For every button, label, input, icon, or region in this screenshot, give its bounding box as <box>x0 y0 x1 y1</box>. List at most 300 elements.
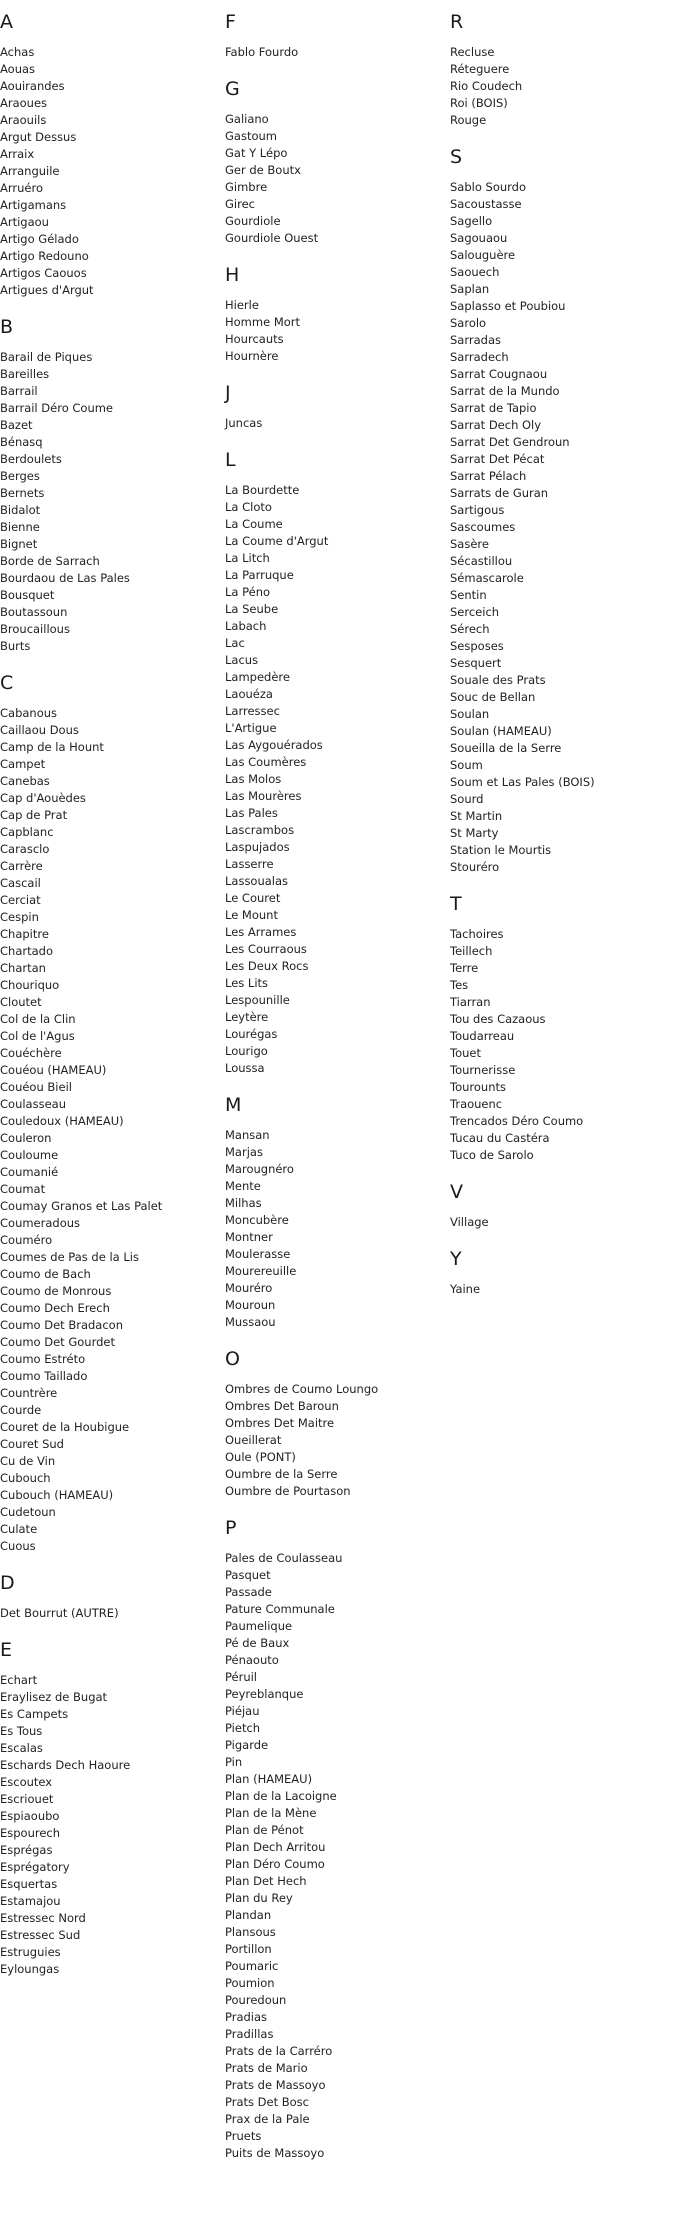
place-name-list <box>225 415 440 432</box>
place-name-list <box>450 926 665 1164</box>
letter-group <box>225 448 440 1077</box>
letter-group <box>450 10 665 129</box>
letter-heading: A <box>0 11 13 33</box>
place-name-item: Puits de Massoyo <box>225 2146 325 2160</box>
place-name-item: Col de la Clin <box>0 1012 76 1026</box>
place-name-item: Sarrat Det Gendroun <box>450 435 570 449</box>
place-name-item: Las Pales <box>225 806 278 820</box>
place-name-item: Espourech <box>0 1826 61 1840</box>
place-name-item: Coumo Det Gourdet <box>0 1335 115 1349</box>
place-name-item: Gourdiole Ouest <box>225 231 319 245</box>
place-name-list <box>0 705 215 1555</box>
place-name-item: Roi (BOIS) <box>450 96 508 110</box>
place-name-item: Bienne <box>0 520 40 534</box>
place-name-item: Chapitre <box>0 927 49 941</box>
place-name-item: Gat Y Lépo <box>225 146 288 160</box>
letter-group <box>225 10 440 61</box>
place-name-item: St Martin <box>450 809 503 823</box>
place-name-item: Pé de Baux <box>225 1636 290 1650</box>
place-name-item: Sacoustasse <box>450 197 522 211</box>
letter-heading: Y <box>450 1248 462 1270</box>
place-name-item: Souc de Bellan <box>450 690 536 704</box>
place-name-item: Chouriquo <box>0 978 60 992</box>
place-name-item: Réteguere <box>450 62 510 76</box>
place-name-item: Berges <box>0 469 40 483</box>
place-name-item: Araouils <box>0 113 47 127</box>
place-name-item: Sesposes <box>450 639 504 653</box>
place-name-item: Couéchère <box>0 1046 62 1060</box>
place-name-item: Tes <box>450 978 469 992</box>
place-name-item: Paumelique <box>225 1619 293 1633</box>
letter-heading: L <box>225 449 236 471</box>
place-name-item: Traouenc <box>450 1097 503 1111</box>
place-name-item: Girec <box>225 197 255 211</box>
place-name-item: Plandan <box>225 1908 272 1922</box>
place-name-item: Leytère <box>225 1010 269 1024</box>
place-name-item: Plan Déro Coumo <box>225 1857 325 1871</box>
place-name-item: Sarrat Pélach <box>450 469 527 483</box>
place-name-item: Col de l'Agus <box>0 1029 75 1043</box>
place-name-item: Mouroun <box>225 1298 276 1312</box>
place-name-item: Det Bourrut (AUTRE) <box>0 1606 119 1620</box>
place-name-item: Tachoires <box>450 927 504 941</box>
letter-group <box>450 145 665 876</box>
place-name-item: Broucaillous <box>0 622 70 636</box>
letter-heading: M <box>225 1094 242 1116</box>
place-name-item: Trencados Déro Coumo <box>450 1114 584 1128</box>
place-name-item: Galiano <box>225 112 269 126</box>
place-name-item: Hournère <box>225 349 279 363</box>
place-name-item: Cespin <box>0 910 39 924</box>
place-name-item: Teillech <box>450 944 493 958</box>
place-name-item: Las Aygouérados <box>225 738 323 752</box>
place-name-item: Lascrambos <box>225 823 295 837</box>
place-name-item: Terre <box>450 961 479 975</box>
place-name-list <box>225 1381 440 1500</box>
place-name-item: Coumay Granos et Las Palet <box>0 1199 163 1213</box>
place-name-item: Aouirandes <box>0 79 65 93</box>
place-name-item: Eyloungas <box>0 1962 60 1976</box>
letter-group <box>225 263 440 365</box>
place-name-item: Mansan <box>225 1128 270 1142</box>
place-name-item: Saplan <box>450 282 490 296</box>
place-name-item: Les Arrames <box>225 925 297 939</box>
place-name-item: Village <box>450 1215 489 1229</box>
place-name-item: Es Tous <box>0 1724 43 1738</box>
place-name-item: Gastoum <box>225 129 277 143</box>
place-name-item: Pruets <box>225 2129 262 2143</box>
place-name-item: Coulasseau <box>0 1097 66 1111</box>
letter-heading: B <box>0 316 14 338</box>
place-name-item: Prats de la Carréro <box>225 2044 333 2058</box>
place-name-item: Arruéro <box>0 181 43 195</box>
place-name-item: Sarrat Cougnaou <box>450 367 548 381</box>
place-name-item: Tucau du Castéra <box>450 1131 550 1145</box>
place-name-item: Artigamans <box>0 198 67 212</box>
place-name-item: Caillaou Dous <box>0 723 79 737</box>
place-name-item: Tou des Cazaous <box>450 1012 546 1026</box>
letter-group <box>225 1093 440 1331</box>
place-name-item: Sarolo <box>450 316 487 330</box>
place-name-item: Plan du Rey <box>225 1891 293 1905</box>
letter-group <box>0 10 215 299</box>
place-name-item: Oumbre de la Serre <box>225 1467 338 1481</box>
place-name-item: Carasclo <box>0 842 50 856</box>
place-name-item: Couéou Bieil <box>0 1080 72 1094</box>
place-name-item: Arranguile <box>0 164 60 178</box>
place-name-item: Artigos Caouos <box>0 266 87 280</box>
place-name-item: Recluse <box>450 45 495 59</box>
place-name-item: Coumo Estréto <box>0 1352 86 1366</box>
letter-heading: P <box>225 1517 237 1539</box>
place-name-item: Plan (HAMEAU) <box>225 1772 313 1786</box>
place-name-item: Plan de Pénot <box>225 1823 304 1837</box>
place-name-item: Artigo Redouno <box>0 249 89 263</box>
place-name-item: Labach <box>225 619 267 633</box>
place-name-item: Argut Dessus <box>0 130 77 144</box>
place-name-item: Sascoumes <box>450 520 516 534</box>
place-name-item: Couleron <box>0 1131 52 1145</box>
letter-heading: C <box>0 672 14 694</box>
place-name-list <box>450 44 665 129</box>
place-name-item: Homme Mort <box>225 315 301 329</box>
place-name-item: Prats Det Bosc <box>225 2095 309 2109</box>
place-name-item: Couledoux (HAMEAU) <box>0 1114 124 1128</box>
place-name-item: Larressec <box>225 704 280 718</box>
letter-heading: J <box>225 382 231 404</box>
place-name-list <box>450 1214 665 1231</box>
place-name-item: Toudarreau <box>450 1029 515 1043</box>
place-name-item: Artigaou <box>0 215 49 229</box>
place-name-item: Plan Dech Arritou <box>225 1840 326 1854</box>
letter-group <box>450 1247 665 1298</box>
place-name-item: Echart <box>0 1673 38 1687</box>
place-name-item: Mente <box>225 1179 261 1193</box>
place-name-item: Hourcauts <box>225 332 284 346</box>
place-name-item: Coumo Taillado <box>0 1369 88 1383</box>
place-name-item: Camp de la Hount <box>0 740 104 754</box>
place-name-item: Pales de Coulasseau <box>225 1551 343 1565</box>
place-name-item: Milhas <box>225 1196 262 1210</box>
place-name-item: Sarrats de Guran <box>450 486 549 500</box>
place-name-item: Ger de Boutx <box>225 163 301 177</box>
letter-heading: S <box>450 146 463 168</box>
place-name-item: Boutassoun <box>0 605 68 619</box>
place-name-item: Mussaou <box>225 1315 276 1329</box>
letter-group <box>450 1180 665 1231</box>
place-name-item: Péruil <box>225 1670 258 1684</box>
place-name-item: Escriouet <box>0 1792 54 1806</box>
place-name-item: Pigarde <box>225 1738 269 1752</box>
place-name-item: Couméro <box>0 1233 53 1247</box>
place-name-item: Lacus <box>225 653 259 667</box>
place-name-item: Artigo Gélado <box>0 232 79 246</box>
place-name-item: Couret de la Houbigue <box>0 1420 130 1434</box>
place-name-item: Capblanc <box>0 825 54 839</box>
place-name-item: Lassoualas <box>225 874 289 888</box>
place-name-item: Bareilles <box>0 367 50 381</box>
place-name-item: Cascail <box>0 876 41 890</box>
place-name-item: Soulan <box>450 707 490 721</box>
place-name-item: Escoutex <box>0 1775 53 1789</box>
place-name-item: Sarradech <box>450 350 509 364</box>
place-name-list <box>225 297 440 365</box>
place-name-list <box>225 111 440 247</box>
index-column-3 <box>450 0 665 1314</box>
place-name-item: La Bourdette <box>225 483 300 497</box>
place-name-item: La Péno <box>225 585 271 599</box>
index-column-2 <box>225 0 440 2178</box>
place-name-item: Cabanous <box>0 706 58 720</box>
place-name-item: Plan Det Hech <box>225 1874 307 1888</box>
place-name-list <box>0 1672 215 1978</box>
place-name-item: Estamajou <box>0 1894 61 1908</box>
place-name-item: Piéjau <box>225 1704 260 1718</box>
place-name-item: Coumanié <box>0 1165 59 1179</box>
place-name-list <box>450 1281 665 1298</box>
place-name-item: Sémascarole <box>450 571 524 585</box>
place-name-item: Souale des Prats <box>450 673 546 687</box>
place-name-item: Las Molos <box>225 772 282 786</box>
place-name-item: Sagouaou <box>450 231 508 245</box>
index-column-1 <box>0 0 215 1994</box>
place-name-list <box>0 44 215 299</box>
place-name-item: Touet <box>450 1046 481 1060</box>
place-name-item: Sourd <box>450 792 484 806</box>
place-name-item: Barrail Déro Coume <box>0 401 114 415</box>
place-name-item: Barrail <box>0 384 38 398</box>
place-name-item: Cerciat <box>0 893 41 907</box>
place-name-item: Las Coumères <box>225 755 307 769</box>
place-name-item: Couéou (HAMEAU) <box>0 1063 107 1077</box>
place-name-item: Tourounts <box>450 1080 506 1094</box>
place-name-item: Plan de la Lacoigne <box>225 1789 337 1803</box>
letter-group <box>0 1571 215 1622</box>
place-name-item: Plansous <box>225 1925 276 1939</box>
place-name-item: Culate <box>0 1522 38 1536</box>
place-name-item: Cuous <box>0 1539 36 1553</box>
place-name-item: Cubouch <box>0 1471 51 1485</box>
place-name-item: La Cloto <box>225 500 272 514</box>
place-name-item: Bousquet <box>0 588 55 602</box>
place-name-list <box>0 349 215 655</box>
place-name-item: Sagello <box>450 214 493 228</box>
letter-heading: T <box>450 893 462 915</box>
place-name-item: Sarrat de la Mundo <box>450 384 560 398</box>
place-name-item: Bernets <box>0 486 45 500</box>
place-name-item: Poumaric <box>225 1959 279 1973</box>
place-name-item: Campet <box>0 757 46 771</box>
place-name-item: La Parruque <box>225 568 294 582</box>
letter-group <box>0 315 215 655</box>
place-name-item: Cudetoun <box>0 1505 56 1519</box>
place-name-item: Bidalot <box>0 503 41 517</box>
letter-heading: O <box>225 1348 240 1370</box>
place-name-item: Loussa <box>225 1061 265 1075</box>
place-name-item: Arraix <box>0 147 35 161</box>
place-name-item: Rio Coudech <box>450 79 523 93</box>
place-name-item: Cap d'Aouèdes <box>0 791 86 805</box>
place-name-item: La Coume d'Argut <box>225 534 329 548</box>
letter-group <box>0 671 215 1555</box>
letter-heading: G <box>225 78 240 100</box>
place-name-item: La Seube <box>225 602 279 616</box>
place-name-item: Artigues d'Argut <box>0 283 94 297</box>
place-name-item: La Coume <box>225 517 283 531</box>
place-name-item: Soueilla de la Serre <box>450 741 562 755</box>
place-name-item: Pradias <box>225 2010 268 2024</box>
place-name-item: Araoues <box>0 96 48 110</box>
place-name-item: Sesquert <box>450 656 502 670</box>
place-name-item: Courde <box>0 1403 42 1417</box>
place-name-list <box>225 1550 440 2162</box>
place-name-list <box>225 482 440 1077</box>
letter-group <box>0 1638 215 1978</box>
place-name-item: Mouréro <box>225 1281 273 1295</box>
place-name-list <box>0 1605 215 1622</box>
place-name-item: Prax de la Pale <box>225 2112 310 2126</box>
place-name-list <box>225 1127 440 1331</box>
place-name-item: Les Lits <box>225 976 269 990</box>
place-name-item: Pénaouto <box>225 1653 279 1667</box>
place-name-item: Bazet <box>0 418 33 432</box>
place-name-item: Marougnéro <box>225 1162 294 1176</box>
place-name-item: Pradillas <box>225 2027 274 2041</box>
place-name-item: Saouech <box>450 265 500 279</box>
place-name-item: Coumo Det Bradacon <box>0 1318 124 1332</box>
place-name-item: Poumion <box>225 1976 275 1990</box>
place-name-item: Oumbre de Pourtason <box>225 1484 351 1498</box>
place-name-item: Sentin <box>450 588 487 602</box>
place-name-item: Cubouch (HAMEAU) <box>0 1488 114 1502</box>
place-name-item: Stouréro <box>450 860 500 874</box>
place-name-item: Sablo Sourdo <box>450 180 527 194</box>
place-name-list <box>225 44 440 61</box>
place-name-item: Lac <box>225 636 245 650</box>
place-name-item: Bourdaou de Las Pales <box>0 571 130 585</box>
letter-heading: F <box>225 11 236 33</box>
place-name-item: Coumat <box>0 1182 46 1196</box>
place-name-item: Escalas <box>0 1741 43 1755</box>
place-name-item: Le Mount <box>225 908 278 922</box>
place-name-item: La Litch <box>225 551 270 565</box>
place-name-item: Les Deux Rocs <box>225 959 309 973</box>
place-name-item: Sarrat de Tapio <box>450 401 537 415</box>
place-name-item: Chartan <box>0 961 46 975</box>
place-name-item: Bénasq <box>0 435 43 449</box>
place-name-item: Espiaoubo <box>0 1809 60 1823</box>
place-name-item: Pouredoun <box>225 1993 287 2007</box>
place-name-item: Cu de Vin <box>0 1454 56 1468</box>
letter-group <box>225 381 440 432</box>
place-name-item: Cap de Prat <box>0 808 68 822</box>
place-name-item: Montner <box>225 1230 273 1244</box>
place-name-item: Oueillerat <box>225 1433 282 1447</box>
place-name-item: Sasère <box>450 537 489 551</box>
place-name-item: Estruguies <box>0 1945 61 1959</box>
place-name-item: Gourdiole <box>225 214 281 228</box>
place-name-item: Moulerasse <box>225 1247 291 1261</box>
place-name-item: Eschards Dech Haoure <box>0 1758 131 1772</box>
place-name-item: Hierle <box>225 298 259 312</box>
place-name-item: Coumo de Bach <box>0 1267 91 1281</box>
place-name-item: Eraylisez de Bugat <box>0 1690 108 1704</box>
place-name-item: Carrère <box>0 859 43 873</box>
place-name-item: Oule (PONT) <box>225 1450 296 1464</box>
place-name-item: Sécastillou <box>450 554 513 568</box>
place-name-item: Peyreblanque <box>225 1687 304 1701</box>
place-name-item: Soum <box>450 758 483 772</box>
place-name-item: Ombres Det Baroun <box>225 1399 339 1413</box>
place-name-item: Coumes de Pas de la Lis <box>0 1250 139 1264</box>
place-name-list <box>450 179 665 876</box>
place-name-item: Passade <box>225 1585 272 1599</box>
place-name-item: Couret Sud <box>0 1437 64 1451</box>
place-name-item: Laouéza <box>225 687 273 701</box>
place-name-item: Sarrat Dech Oly <box>450 418 542 432</box>
place-name-item: Pasquet <box>225 1568 271 1582</box>
place-name-item: Coumeradous <box>0 1216 81 1230</box>
place-name-item: Saplasso et Poubiou <box>450 299 566 313</box>
place-name-item: Ombres Det Maitre <box>225 1416 335 1430</box>
place-name-item: Lampedère <box>225 670 290 684</box>
place-name-item: Le Couret <box>225 891 281 905</box>
place-name-item: Sarrat Det Pécat <box>450 452 545 466</box>
letter-heading: V <box>450 1181 463 1203</box>
place-name-item: Lasserre <box>225 857 274 871</box>
place-name-item: Soum et Las Pales (BOIS) <box>450 775 595 789</box>
place-name-item: Borde de Sarrach <box>0 554 100 568</box>
place-name-item: Burts <box>0 639 31 653</box>
place-name-item: Tuco de Sarolo <box>450 1148 534 1162</box>
place-name-item: Portillon <box>225 1942 272 1956</box>
place-name-item: Tiarran <box>450 995 491 1009</box>
place-name-item: Station le Mourtis <box>450 843 552 857</box>
letter-group <box>225 77 440 247</box>
place-name-item: Sartigous <box>450 503 505 517</box>
place-name-item: Couloume <box>0 1148 59 1162</box>
letter-group <box>450 892 665 1164</box>
letter-group <box>225 1516 440 2162</box>
place-name-item: Sarradas <box>450 333 501 347</box>
place-name-item: Pin <box>225 1755 243 1769</box>
place-name-item: Lespounille <box>225 993 290 1007</box>
place-name-item: Soulan (HAMEAU) <box>450 724 552 738</box>
letter-heading: R <box>450 11 464 33</box>
place-name-item: Ombres de Coumo Loungo <box>225 1382 379 1396</box>
place-name-item: Aouas <box>0 62 36 76</box>
place-name-item: Esprégas <box>0 1843 53 1857</box>
place-name-item: Juncas <box>225 416 263 430</box>
place-name-item: Yaine <box>450 1282 481 1296</box>
letter-heading: E <box>0 1639 13 1661</box>
place-name-item: Pietch <box>225 1721 261 1735</box>
place-name-item: Lourigo <box>225 1044 268 1058</box>
place-name-item: Bignet <box>0 537 38 551</box>
place-name-item: Lourégas <box>225 1027 278 1041</box>
place-name-item: Laspujados <box>225 840 290 854</box>
place-name-item: Chartado <box>0 944 53 958</box>
place-name-item: Canebas <box>0 774 50 788</box>
place-name-item: Tournerisse <box>450 1063 516 1077</box>
place-name-item: Es Campets <box>0 1707 69 1721</box>
place-name-item: Prats de Mario <box>225 2061 308 2075</box>
place-name-item: Marjas <box>225 1145 263 1159</box>
place-name-item: Coumo Dech Erech <box>0 1301 110 1315</box>
place-name-item: Fablo Fourdo <box>225 45 299 59</box>
place-name-item: Esprégatory <box>0 1860 70 1874</box>
letter-heading: D <box>0 1572 15 1594</box>
